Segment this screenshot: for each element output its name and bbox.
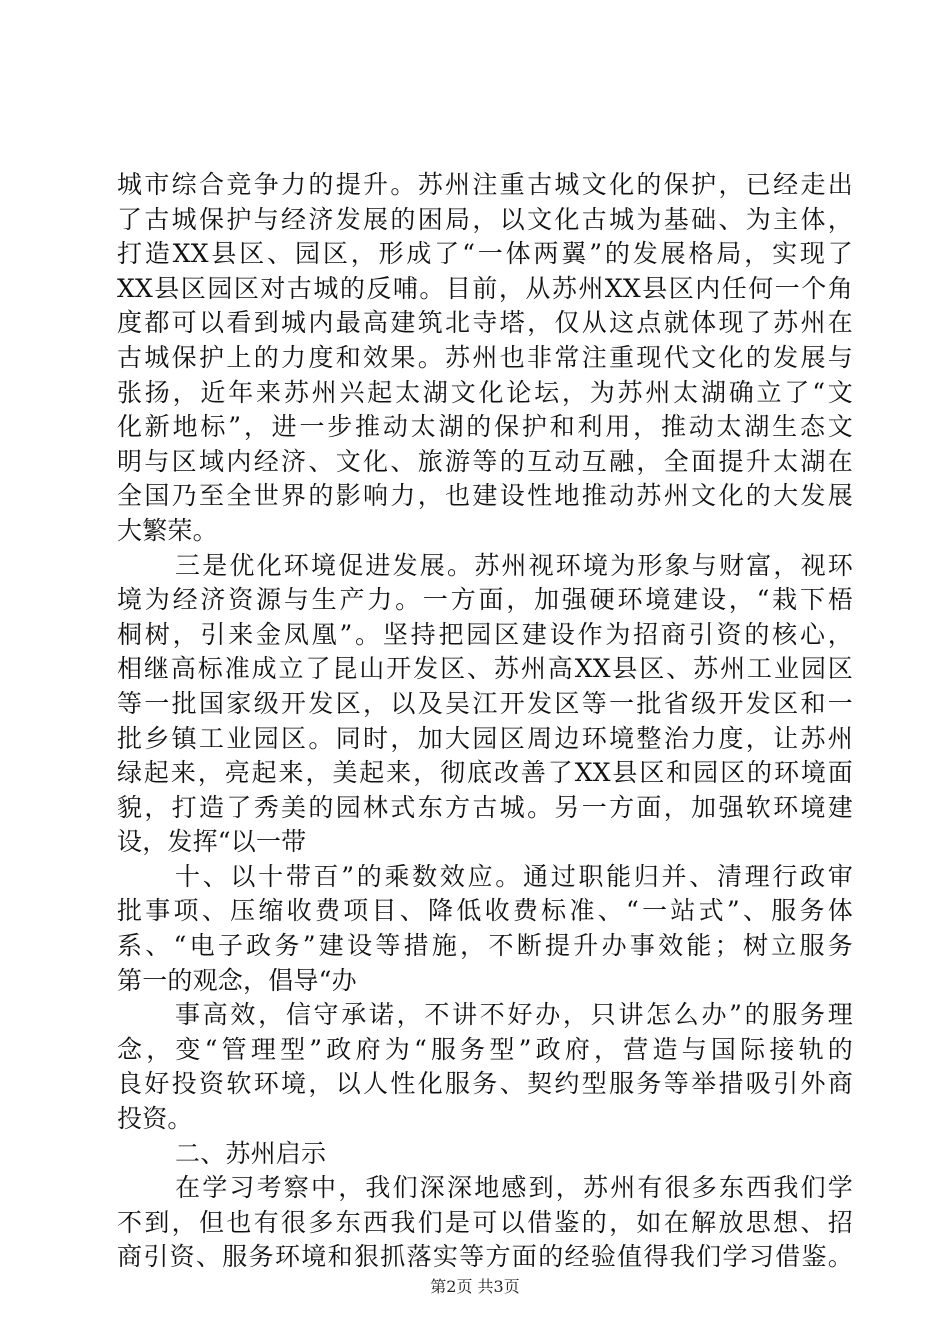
text-line: 度都可以看到城内最高建筑北寺塔，仅从这点就体现了苏州在 xyxy=(117,308,853,338)
text-line: 全国乃至全世界的影响力，也建设性地推动苏州文化的大发展 xyxy=(117,481,853,511)
text-line: 绿起来，亮起来，美起来，彻底改善了XX县区和园区的环境面 xyxy=(117,758,853,788)
text-line: 貌，打造了秀美的园林式东方古城。另一方面，加强软环境建 xyxy=(117,792,853,822)
text-line: 批事项、压缩收费项目、降低收费标准、“一站式”、服务体 xyxy=(117,896,853,926)
text-line: 三是优化环境促进发展。苏州视环境为形象与财富，视环 xyxy=(175,550,853,580)
text-line: 批乡镇工业园区。同时，加大园区周边环境整治力度，让苏州 xyxy=(117,723,853,753)
text-line: 十、以十带百”的乘数效应。通过职能归并、清理行政审 xyxy=(175,861,853,891)
text-line: 二、苏州启示 xyxy=(175,1138,327,1168)
text-line: 投资。 xyxy=(117,1104,193,1134)
text-line: 张扬，近年来苏州兴起太湖文化论坛，为苏州太湖确立了“文 xyxy=(117,377,853,407)
text-line: 打造XX县区、园区，形成了“一体两翼”的发展格局，实现了 xyxy=(117,239,853,269)
text-line: 设，发挥“以一带 xyxy=(117,827,307,857)
text-line: 第一的观念，倡导“办 xyxy=(117,965,357,995)
text-line: 念，变“管理型”政府为“服务型”政府，营造与国际接轨的 xyxy=(117,1034,853,1064)
text-line: XX县区园区对古城的反哺。目前，从苏州XX县区内任何一个角 xyxy=(117,273,853,303)
text-line: 良好投资软环境，以人性化服务、契约型服务等举措吸引外商 xyxy=(117,1069,853,1099)
text-line: 化新地标”，进一步推动太湖的保护和利用，推动太湖生态文 xyxy=(117,412,853,442)
text-line: 桐树，引来金凤凰”。坚持把园区建设作为招商引资的核心， xyxy=(117,619,853,649)
text-line: 系、“电子政务”建设等措施，不断提升办事效能；树立服务 xyxy=(117,931,853,961)
text-line: 等一批国家级开发区，以及吴江开发区等一批省级开发区和一 xyxy=(117,688,853,718)
text-line: 在学习考察中，我们深深地感到，苏州有很多东西我们学 xyxy=(175,1173,853,1203)
text-line: 大繁荣。 xyxy=(117,515,218,545)
text-line: 境为经济资源与生产力。一方面，加强硬环境建设，“栽下梧 xyxy=(117,585,853,615)
text-line: 城市综合竞争力的提升。苏州注重古城文化的保护，已经走出 xyxy=(117,170,853,199)
text-line: 了古城保护与经济发展的困局，以文化古城为基础、为主体， xyxy=(117,204,853,234)
text-line: 不到，但也有很多东西我们是可以借鉴的，如在解放思想、招 xyxy=(117,1207,853,1237)
text-line: 明与区域内经济、文化、旅游等的互动互融，全面提升太湖在 xyxy=(117,446,853,476)
text-line: 商引资、服务环境和狠抓落实等方面的经验值得我们学习借鉴。 xyxy=(117,1242,853,1272)
page-footer: 第2页 共3页 xyxy=(430,1277,520,1296)
text-line: 古城保护上的力度和效果。苏州也非常注重现代文化的发展与 xyxy=(117,342,853,372)
text-line: 事高效，信守承诺，不讲不好办，只讲怎么办”的服务理 xyxy=(175,1000,853,1030)
text-line: 相继高标准成立了昆山开发区、苏州高XX县区、苏州工业园区 xyxy=(117,654,853,684)
document-body xyxy=(117,168,853,1275)
